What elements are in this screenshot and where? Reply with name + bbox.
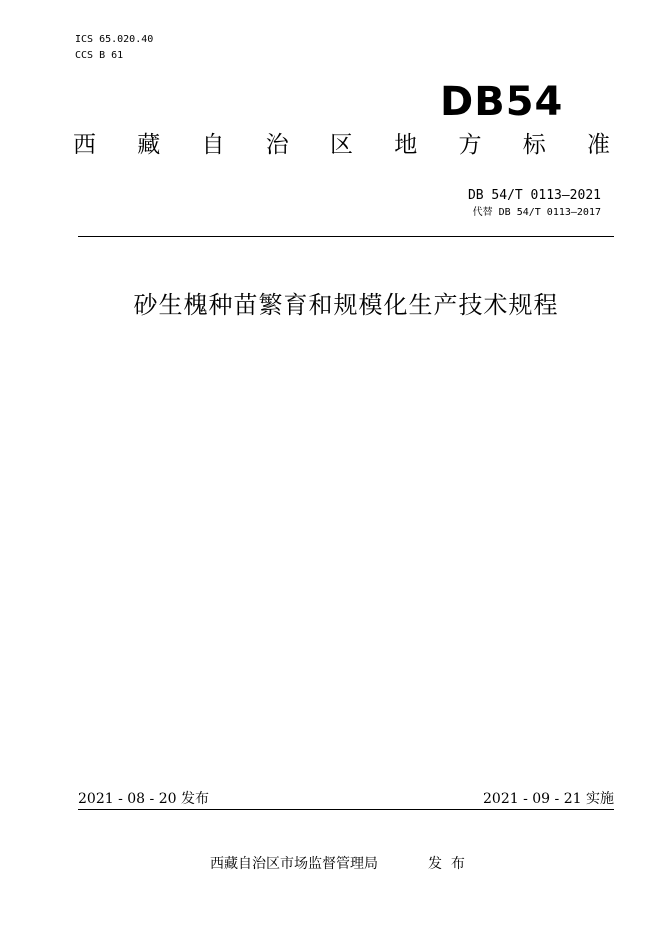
effective-date: 2021 - 09 - 21 实施 xyxy=(483,791,614,807)
ccs-code: CCS B 61 xyxy=(75,50,124,61)
publish-label: 发 布 xyxy=(428,856,465,872)
standard-title-char: 准 xyxy=(587,132,610,158)
standard-title-char: 自 xyxy=(201,132,225,158)
standard-title-char: 治 xyxy=(265,132,289,158)
db54-logo: DB54 xyxy=(440,79,564,125)
ics-code: ICS 65.020.40 xyxy=(75,34,154,45)
publish-date: 2021 - 08 - 20 发布 xyxy=(78,791,209,807)
standard-title-char: 藏 xyxy=(137,132,161,158)
publisher-name: 西藏自治区市场监督管理局 xyxy=(210,856,378,872)
standard-title xyxy=(73,131,610,159)
standard-title-char: 区 xyxy=(330,132,353,158)
standard-title-char: 标 xyxy=(522,132,546,158)
header-divider xyxy=(78,236,614,237)
replaces-code: 代替 DB 54/T 0113—2017 xyxy=(472,207,601,218)
standard-code: DB 54/T 0113—2021 xyxy=(467,188,601,203)
footer-divider xyxy=(78,809,614,810)
standard-title-char: 方 xyxy=(458,132,482,158)
standard-title-char: 地 xyxy=(394,132,418,158)
document-title: 砂生槐种苗繁育和规模化生产技术规程 xyxy=(133,291,559,319)
standard-title-char: 西 xyxy=(73,132,96,158)
